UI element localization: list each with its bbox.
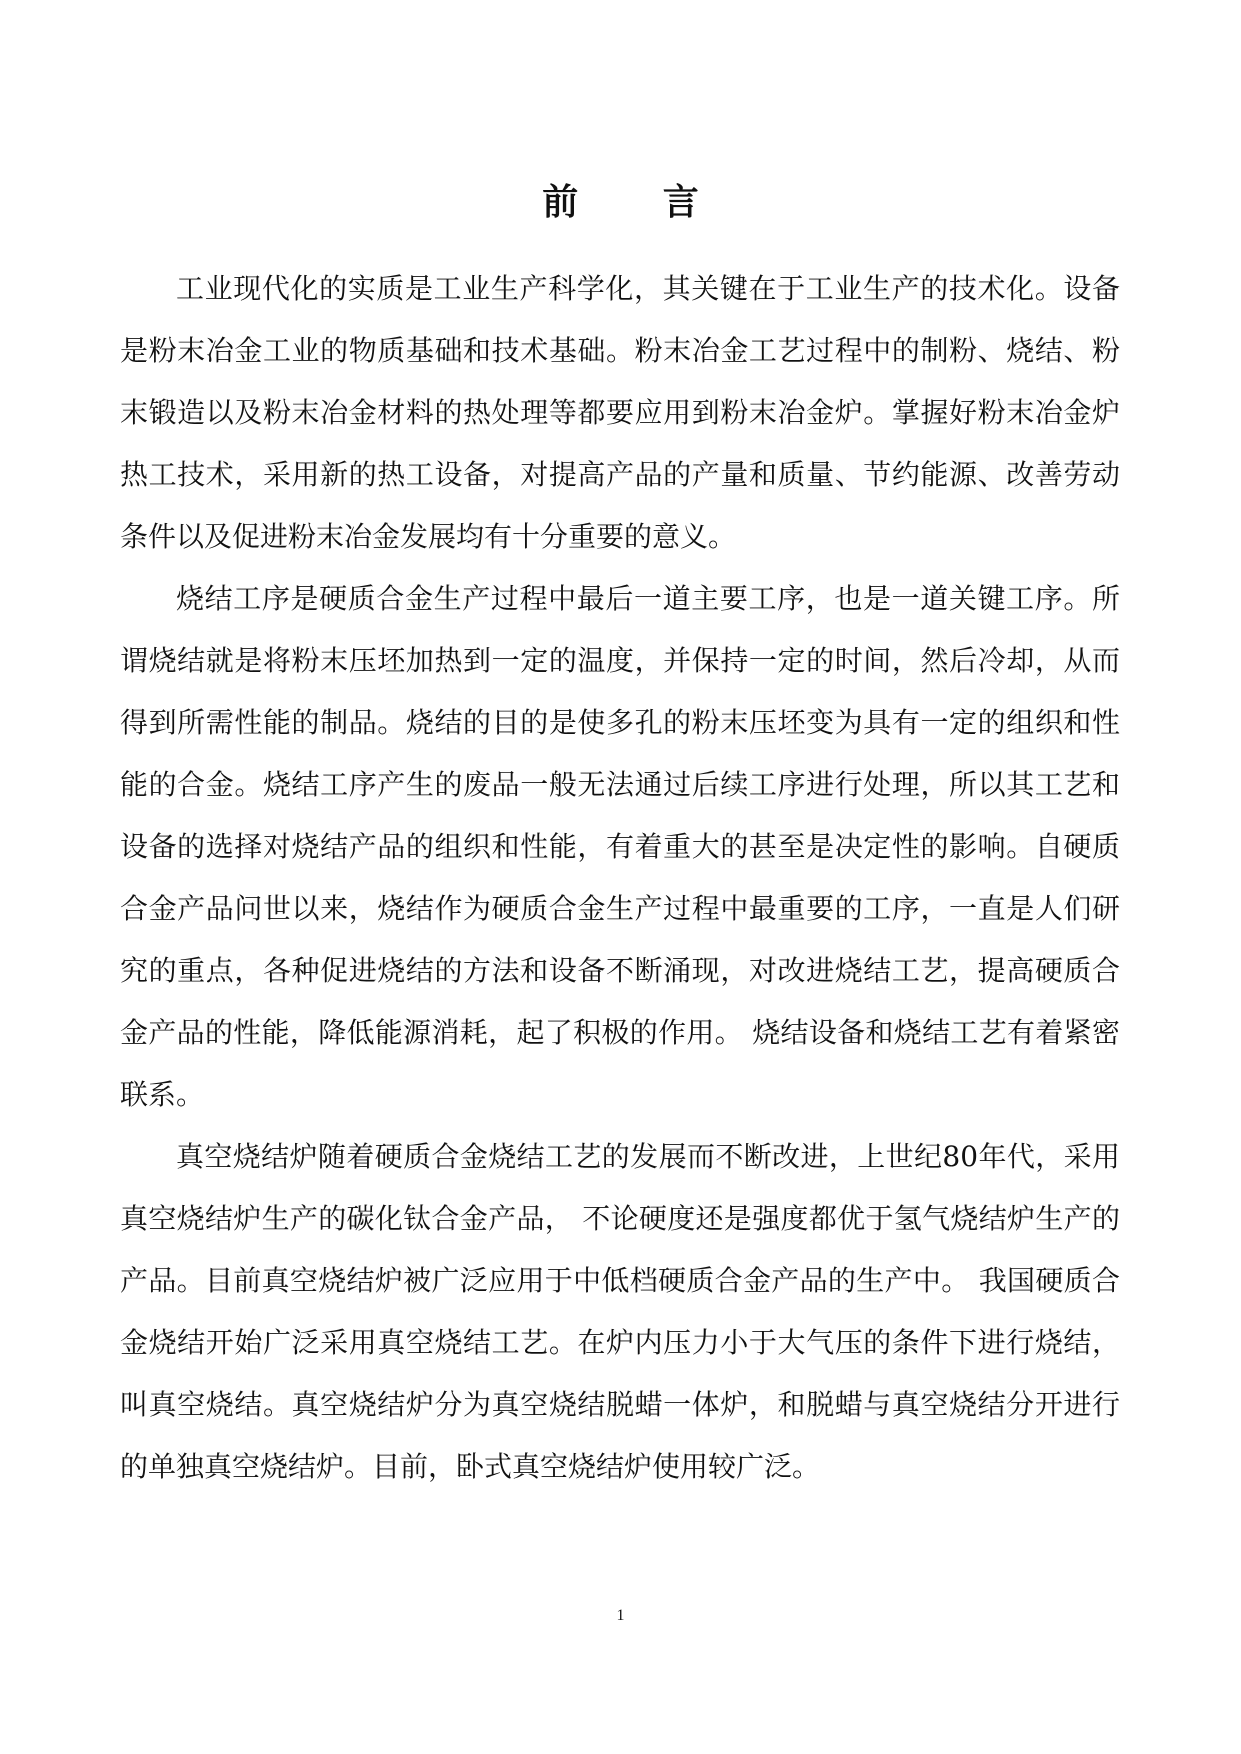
page-number: 1 — [616, 1607, 625, 1624]
paragraph-3: 真空烧结炉随着硬质合金烧结工艺的发展而不断改进，上世纪80年代，采用真空烧结炉生产的碳化钛合金产品， 不论硬度还是强度都优于氢气烧结炉生产的产品。目前真空烧结炉被广泛应用于中低档硬质合金产品的生产中。 我国硬质合金烧结开始广泛采用真空烧结工艺。在炉内压力小于大气压的条件下进行烧结，叫真空烧结。真空烧结炉分为真空烧结脱蜡一体炉，和脱蜡与真空烧结分开进行的单独真空烧结炉。目前，卧式真空烧结炉使用较广泛。 — [120, 1140, 1120, 1483]
paragraph-1: 工业现代化的实质是工业生产科学化，其关键在于工业生产的技术化。设备是粉末冶金工业的物质基础和技术基础。粉末冶金工艺过程中的制粉、烧结、粉末锻造以及粉末冶金材料的热处理等都要应用到粉末冶金炉。掌握好粉末冶金炉热工技术，采用新的热工设备，对提高产品的产量和质量、节约能源、改善劳动条件以及促进粉末冶金发展均有十分重要的意义。 — [120, 272, 1120, 553]
paragraph-2: 烧结工序是硬质合金生产过程中最后一道主要工序，也是一道关键工序。所谓烧结就是将粉末压坯加热到一定的温度，并保持一定的时间，然后冷却，从而得到所需性能的制品。烧结的目的是使多孔的粉末压坯变为具有一定的组织和性能的合金。烧结工序产生的废品一般无法通过后续工序进行处理，所以其工艺和设备的选择对烧结产品的组织和性能，有着重大的甚至是决定性的影响。自硬质合金产品问世以来，烧结作为硬质合金生产过程中最重要的工序，一直是人们研究的重点，各种促进烧结的方法和设备不断涌现，对改进烧结工艺，提高硬质合金产品的性能，降低能源消耗，起了积极的作用。 烧结设备和烧结工艺有着紧密联系。 — [120, 582, 1120, 1111]
page-title: 前 言 — [542, 181, 735, 223]
body-text — [120, 258, 1120, 1498]
